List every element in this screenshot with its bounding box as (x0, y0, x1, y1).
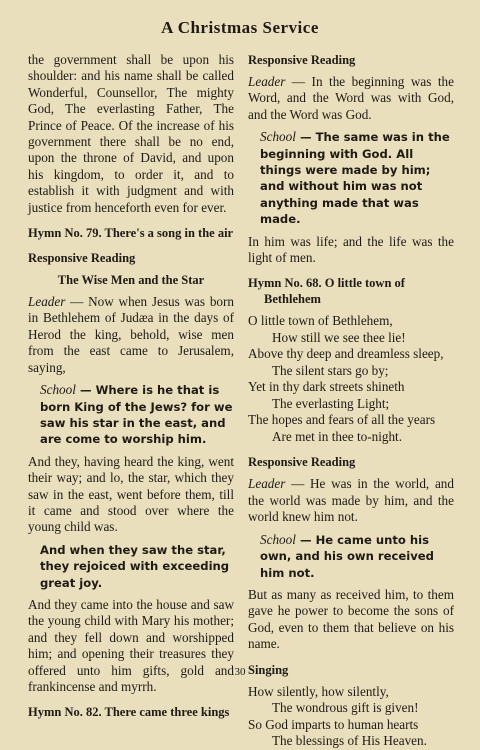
responsive-reading-heading: Responsive Reading (248, 53, 356, 67)
left-column (28, 52, 234, 720)
leader-paragraph: And they, having heard the king, went their way; and lo, the star, which they saw in the east, went before them, till it came and stood over where the young child was. (28, 453, 234, 535)
right-column (248, 52, 454, 750)
verse-line: Yet in thy dark streets shineth (248, 379, 405, 395)
hymn-verse (248, 684, 454, 750)
verse-line: The blessings of His Heaven. (272, 733, 427, 749)
leader-paragraph: But as many as received him, to them gave he power to become the sons of God, even to them that believe on his name. (248, 586, 454, 652)
hymn-verse (248, 313, 454, 445)
verse-line: The wondrous gift is given! (272, 700, 419, 716)
school-response: School — Where is he that is born King of the Jews? for we saw his star in the east, and are come to worship him. (40, 382, 233, 447)
leader-label: Leader (248, 476, 286, 492)
leader-paragraph: And they came into the house and saw the young child with Mary his mother; and they fell down and worshipped him; and opening their treasures they offered unto him gifts, gold and frankincense and myrrh. (28, 596, 234, 694)
verse-line: The everlasting Light; (272, 395, 390, 411)
verse-line: Above thy deep and dreamless sleep, (248, 346, 444, 362)
school-response: And when they saw the star, they rejoiced with exceeding great joy. (40, 542, 230, 590)
responsive-reading-heading: Responsive Reading (248, 455, 356, 470)
running-head: A Christmas Service (161, 18, 319, 37)
leader-label: Leader (248, 74, 286, 89)
hymn-heading-79: Hymn No. 79. There's a song in the air (28, 226, 234, 241)
verse-line: So God imparts to human hearts (248, 716, 419, 732)
school-response: School — He came unto his own, and his own received him not. (260, 531, 434, 580)
verse-line: How silently, how silently, (248, 683, 389, 699)
school-response: School — The same was in the beginning with God. All things were made by him; and without him was not anything made that was made. (260, 129, 450, 227)
verse-line: O little town of Bethlehem, (248, 313, 393, 329)
leader-reading: Leader — Now when Jesus was born in Bethlehem of Judæa in the days of Herod the king, behold, wise men from the east came to Jerusalem, saying, (28, 294, 234, 375)
hymn-heading-68: Hymn No. 68. O little town of Bethlehem (248, 276, 405, 307)
singing-heading: Singing (248, 662, 289, 677)
scripture-paragraph: the government shall be upon his shoulder: and his name shall be called Wonderful, Counsellor, The mighty God, The everlasting Father, The Prince of Peace. Of the increase of his government there shall be no end, upon the throne of David, and upon his kingdom, to order it, and to establish it with judgment and with justice from henceforth even for ever. (28, 52, 234, 215)
leader-reading: Leader — In the beginning was the Word, and the Word was with God, and the Word was God. (248, 74, 454, 122)
verse-line: Are met in thee to-night. (272, 428, 403, 444)
leader-paragraph: In him was life; and the life was the light of men. (248, 233, 454, 266)
responsive-reading-heading: Responsive Reading (28, 251, 136, 266)
section-subtitle: The Wise Men and the Star (57, 273, 205, 288)
page-number: 30 (234, 666, 246, 678)
school-label: School (260, 129, 296, 145)
leader-label: Leader (28, 294, 66, 310)
leader-reading: Leader — He was in the world, and the world was made by him, and the world knew him not. (248, 476, 454, 525)
hymn-heading-82: Hymn No. 82. There came three kings (28, 705, 230, 720)
school-label: School (260, 531, 296, 547)
school-label: School (40, 382, 76, 398)
verse-line: How still we see thee lie! (272, 329, 406, 345)
verse-line: The silent stars go by; (272, 362, 389, 378)
verse-line: The hopes and fears of all the years (248, 412, 436, 428)
